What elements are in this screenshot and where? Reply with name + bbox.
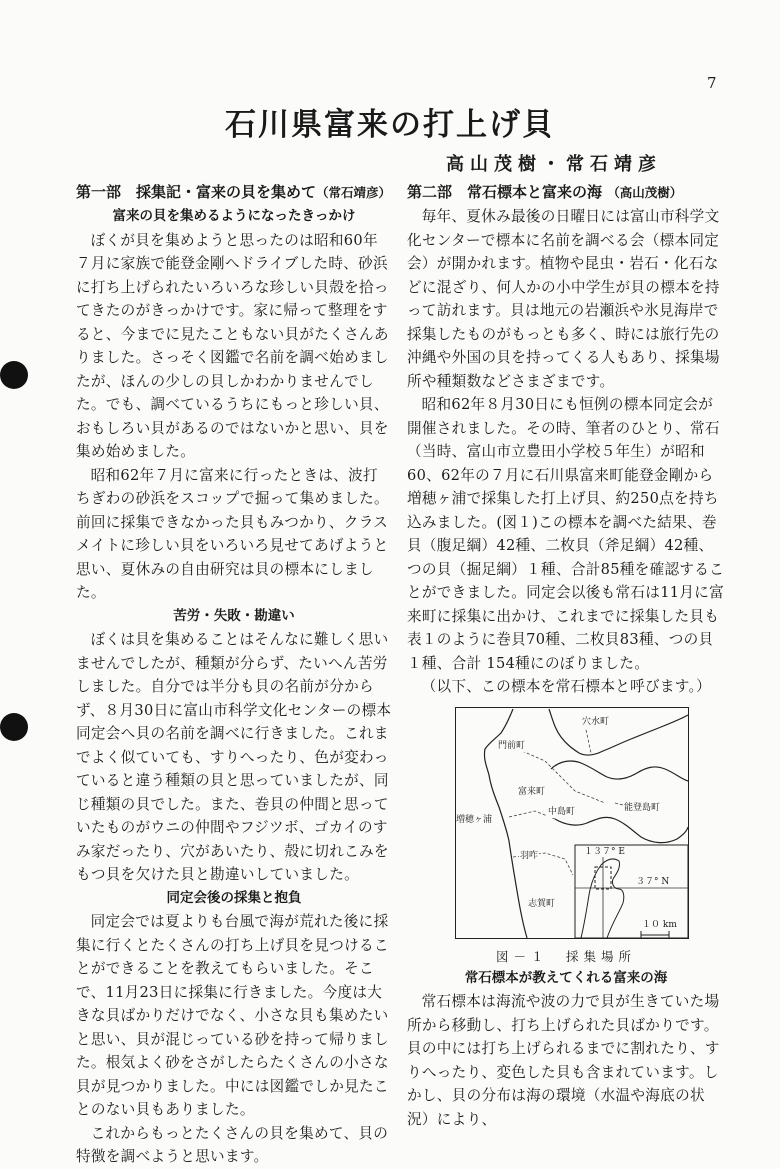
map-label-nakajima: 中島町 bbox=[548, 806, 576, 817]
part1-heading-text: 第一部 採集記・富来の貝を集めて bbox=[76, 183, 317, 201]
part1-subhead-1: 富来の貝を集めるようになったきっかけ bbox=[112, 208, 356, 224]
part1-subhead-3: 同定会後の採集と抱負 bbox=[166, 889, 302, 906]
part2-paragraph: 昭和62年８月30日にも恒例の標本同定会が開催されました。その時、筆者のひとり、常石（当時、富山市立豊田小学校５年生）が昭和60、62年の７月に石川県富来町能登金剛から増穂ヶ浦で採集した打上げ貝、約250点を持ち込みました。(図１)この標本を調べた結果、巻貝（腹足綱）42種、二枚貝（斧足綱）42種、つの貝（掘足綱）１種、合計85種を確認することができました。同定会以後も常石は11月に富来町に採集に出かけ、これまでに採集した貝も表１のように巻貝70種、二枚貝83種、つの貝１種、合計 154種にのぼりました。 bbox=[407, 396, 725, 672]
page-title: 石川県富来の打上げ貝 bbox=[225, 107, 555, 143]
punch-hole-bottom bbox=[0, 713, 28, 741]
map-label-masuhogaura: 増穂ヶ浦 bbox=[456, 814, 493, 825]
map-label-anamizu: 穴水町 bbox=[582, 716, 610, 727]
part1-paragraph: 同定会では夏よりも台風で海が荒れた後に採集に行くとたくさんの打ち上げ貝を見つけることができることを教えてもらいました。そこで、11月23日に採集に行きました。今度は大きな貝ばかりだけでなく、小さな貝も集めたいと思い、貝が混じっている砂を持って帰りました。根気よく砂をさがしたらたくさんの小さな貝が見つかりました。中には図鑑でしか見たことのない貝もありました。 bbox=[76, 913, 389, 1118]
part2-heading-text: 第二部 常石標本と富来の海 bbox=[407, 183, 603, 201]
bay-coast bbox=[555, 817, 688, 842]
page-number: 7 bbox=[707, 74, 717, 92]
inset-latitude-label: ３７° N bbox=[636, 876, 670, 887]
figure-map bbox=[455, 707, 689, 939]
part1-heading bbox=[76, 181, 392, 205]
part1-paragraph: ぼくは貝を集めることはそんなに難しく思いませんでしたが、種類が分らず、たいへん苦労しました。自分では半分も貝の名前が分からず、８月30日に富山市科学文化センターの標本同定会へ貝の名前を調べに行きました。これまでよく似ていても、すりへったり、色が変わっていると違う種類の貝と思っていましたが、同じ種類の貝でした。また、巻貝の仲間と思っていたものがウニの仲間やフジツボ、ゴカイのすみ家だったり、穴があいたり、殻に切れこみをもつ貝を欠けた貝と勘違いしていました。 bbox=[76, 631, 392, 883]
part1-paragraph: これからもっとたくさんの貝を集めて、貝の特徴を調べようと思います。 bbox=[76, 1124, 389, 1165]
punch-hole-top bbox=[0, 361, 28, 389]
part2-credit: （高山茂樹） bbox=[607, 185, 683, 200]
part2-heading bbox=[407, 181, 725, 205]
boundary-4 bbox=[585, 725, 631, 807]
part1-column bbox=[76, 181, 392, 1169]
part2-paragraph: （以下、この標本を常石標本と呼びます。） bbox=[421, 678, 712, 695]
author-names: 高山茂樹・常石靖彦 bbox=[446, 154, 662, 175]
inset-longitude-label: １３７° E bbox=[584, 846, 625, 857]
part1-credit: （常石靖彦） bbox=[316, 185, 392, 200]
figure-caption: 図－１ 採集場所 bbox=[495, 948, 636, 964]
inset-scale-label: １０ km bbox=[642, 919, 677, 930]
part1-subhead-2: 苦労・失敗・勘違い bbox=[173, 607, 295, 624]
map-label-monzen: 門前町 bbox=[498, 740, 526, 751]
part2-paragraph: 毎年、夏休み最後の日曜日には富山市科学文化センターで標本に名前を調べる会（標本同定会）が開かれます。植物や昆虫・岩石・化石などに混ざり、何人かの小中学生が貝の標本を持って訪れます。貝は地元の岩瀬浜や氷見海岸で採集したものがもっとも多く、時には旅行先の沖縄や外国の貝を持ってくる人もあり、採集場所や種類数などさまざまです。 bbox=[407, 208, 720, 390]
part1-paragraph: ぼくが貝を集めようと思ったのは昭和60年７月に家族で能登金剛へドライブした時、砂浜に打ち上げられたいろいろな珍しい貝殻を拾ってきたのがきっかけです。家に帰って整理をすると、今までに見たこともない貝がたくさんありました。さっそく図鑑で名前を調べ始めましたが、ほんの少しの貝しかわかりませんでした。でも、調べているうちにもっと珍しい貝、おもしろい貝があるのではないかと思い、貝を集め始めました。 bbox=[76, 231, 389, 460]
map-label-shika: 志賀町 bbox=[528, 898, 556, 909]
notojima-coast bbox=[551, 761, 688, 781]
part2-column bbox=[407, 181, 725, 1131]
map-label-togi: 富来町 bbox=[518, 786, 546, 797]
inner-coast bbox=[549, 709, 688, 755]
part2-closing-paragraph: 常石標本は海流や波の力で貝が生きていた場所から移動し、打ち上げられた貝ばかりです。貝の中には打ち上げられるまでに割れたり、すりへったり、変色した貝も含まれています。しかし、貝の分布は海の環境（水温や海底の状況）により、 bbox=[407, 993, 720, 1128]
map-label-notojima: 能登島町 bbox=[624, 802, 661, 813]
part2-subhead: 常石標本が教えてくれる富来の海 bbox=[464, 969, 668, 986]
map-label-hakui: 羽咋 bbox=[520, 850, 539, 861]
part1-paragraph: 昭和62年７月に富来に行ったときは、波打ちぎわの砂浜をスコップで掘って集めました。前回に採集できなかった貝もみつかり、クラスメイトに珍しい貝をいろいろ見せてあげようと思い、夏休みの自由研究は貝の標本にしました。 bbox=[76, 466, 389, 601]
